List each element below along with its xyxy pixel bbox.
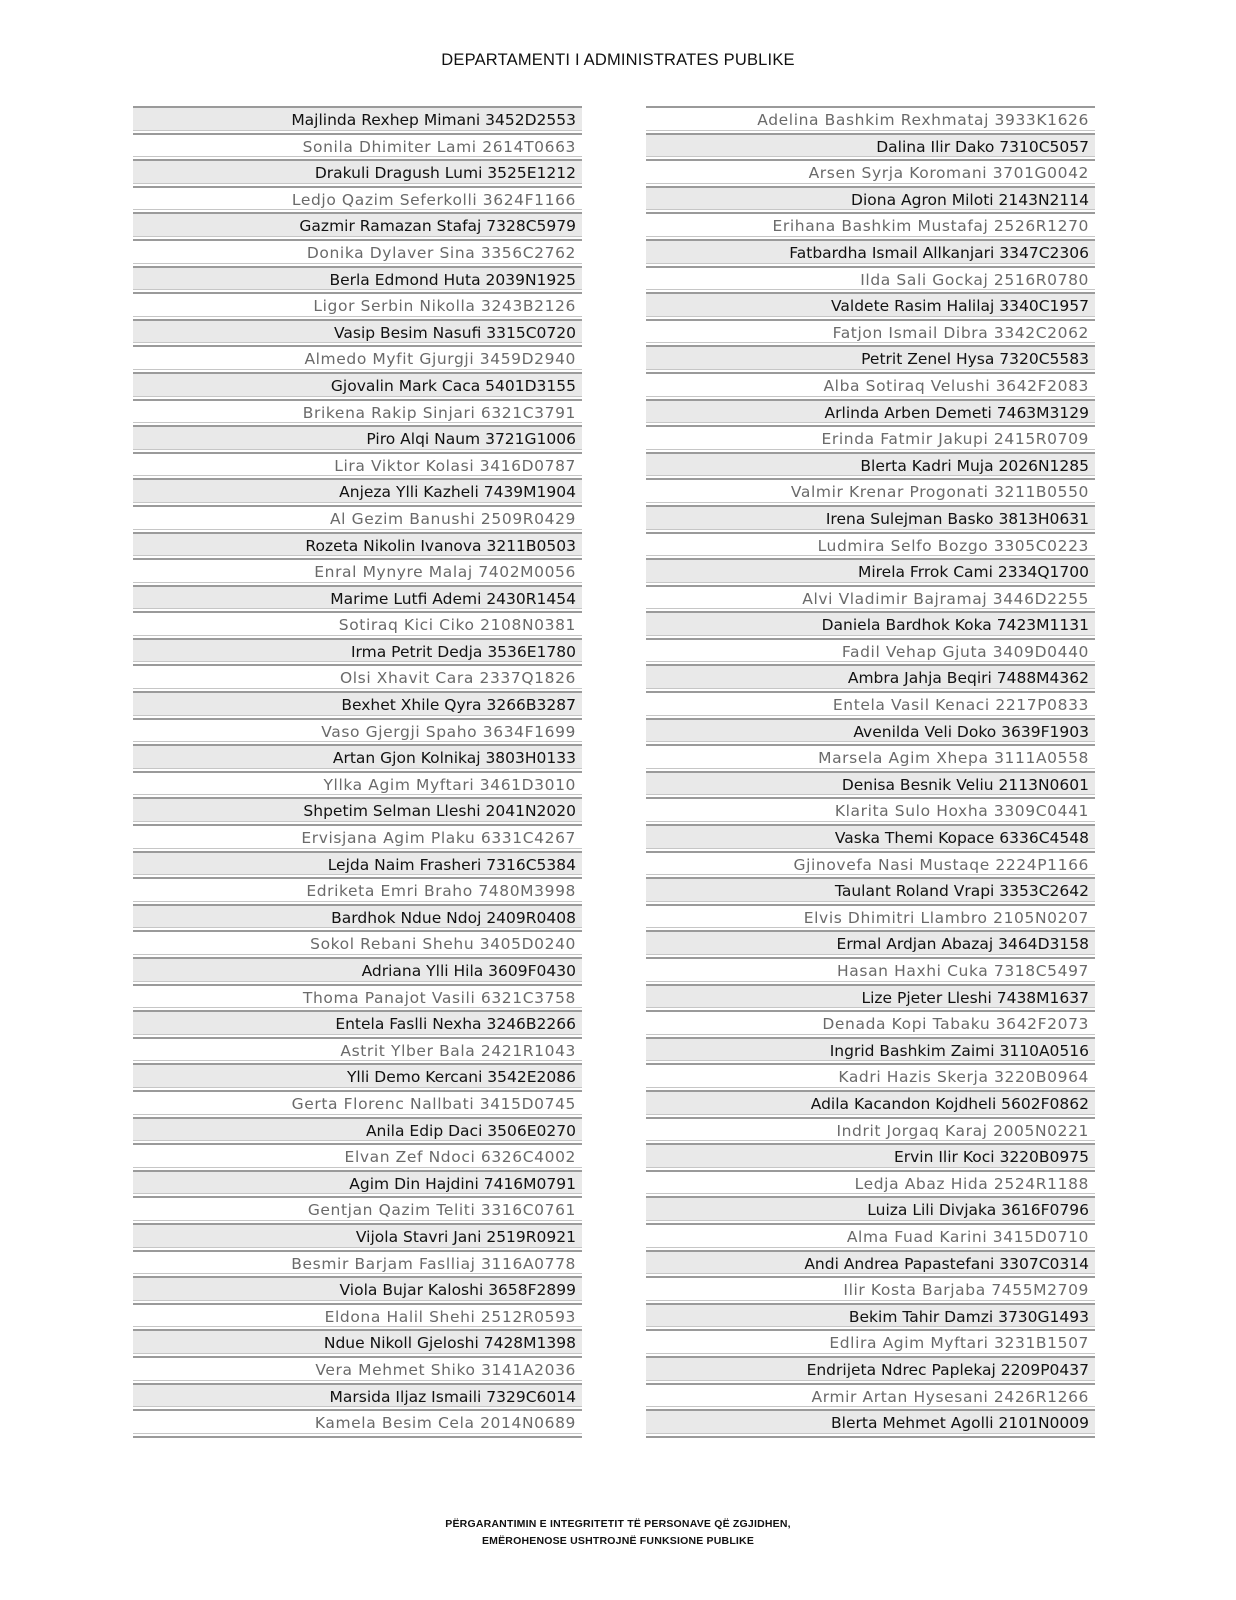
list-item: Entela Faslli Nexha 3246B2266 <box>133 1010 582 1035</box>
list-item: Drakuli Dragush Lumi 3525E1212 <box>133 159 582 184</box>
list-item: Adriana Ylli Hila 3609F0430 <box>133 957 582 982</box>
list-item: Armir Artan Hysesani 2426R1266 <box>646 1383 1095 1408</box>
footer-line-2: EMËROHENOSE USHTROJNË FUNKSIONE PUBLIKE <box>481 1535 755 1547</box>
list-item: Marime Lutfi Ademi 2430R1454 <box>133 585 582 610</box>
list-item: Elvan Zef Ndoci 6326C4002 <box>133 1143 582 1168</box>
list-item: Denada Kopi Tabaku 3642F2073 <box>646 1010 1095 1035</box>
list-item: Thoma Panajot Vasili 6321C3758 <box>133 984 582 1009</box>
list-item: Agim Din Hajdini 7416M0791 <box>133 1170 582 1195</box>
list-item: Bekim Tahir Damzi 3730G1493 <box>646 1303 1095 1328</box>
list-item: Anjeza Ylli Kazheli 7439M1904 <box>133 478 582 503</box>
list-item: Taulant Roland Vrapi 3353C2642 <box>646 877 1095 902</box>
list-item: Ilir Kosta Barjaba 7455M2709 <box>646 1276 1095 1301</box>
list-item: Fadil Vehap Gjuta 3409D0440 <box>646 638 1095 663</box>
list-item: Avenilda Veli Doko 3639F1903 <box>646 718 1095 743</box>
list-item: Fatjon Ismail Dibra 3342C2062 <box>646 319 1095 344</box>
list-item: Majlinda Rexhep Mimani 3452D2553 <box>133 106 582 131</box>
list-item: Vasip Besim Nasufi 3315C0720 <box>133 319 582 344</box>
list-item: Ledjo Qazim Seferkolli 3624F1166 <box>133 186 582 211</box>
list-item: Entela Vasil Kenaci 2217P0833 <box>646 691 1095 716</box>
list-item: Valmir Krenar Progonati 3211B0550 <box>646 478 1095 503</box>
list-item: Ludmira Selfo Bozgo 3305C0223 <box>646 532 1095 557</box>
list-item: Ilda Sali Gockaj 2516R0780 <box>646 266 1095 291</box>
list-item: Berla Edmond Huta 2039N1925 <box>133 266 582 291</box>
list-item: Artan Gjon Kolnikaj 3803H0133 <box>133 744 582 769</box>
list-item: Alma Fuad Karini 3415D0710 <box>646 1223 1095 1248</box>
left-name-column <box>133 106 582 1438</box>
list-item: Indrit Jorgaq Karaj 2005N0221 <box>646 1117 1095 1142</box>
list-item: Adelina Bashkim Rexhmataj 3933K1626 <box>646 106 1095 131</box>
list-item: Luiza Lili Divjaka 3616F0796 <box>646 1196 1095 1221</box>
list-item: Marsela Agim Xhepa 3111A0558 <box>646 744 1095 769</box>
list-item: Elvis Dhimitri Llambro 2105N0207 <box>646 904 1095 929</box>
list-item: Ndue Nikoll Gjeloshi 7428M1398 <box>133 1329 582 1354</box>
list-item: Rozeta Nikolin Ivanova 3211B0503 <box>133 532 582 557</box>
list-item: Sonila Dhimiter Lami 2614T0663 <box>133 133 582 158</box>
list-item: Lejda Naim Frasheri 7316C5384 <box>133 851 582 876</box>
list-item: Olsi Xhavit Cara 2337Q1826 <box>133 664 582 689</box>
list-item: Andi Andrea Papastefani 3307C0314 <box>646 1250 1095 1275</box>
list-item: Gjovalin Mark Caca 5401D3155 <box>133 372 582 397</box>
list-item: Gazmir Ramazan Stafaj 7328C5979 <box>133 212 582 237</box>
list-item: Marsida Iljaz Ismaili 7329C6014 <box>133 1383 582 1408</box>
list-item: Ingrid Bashkim Zaimi 3110A0516 <box>646 1037 1095 1062</box>
list-item: Kadri Hazis Skerja 3220B0964 <box>646 1063 1095 1088</box>
list-item: Shpetim Selman Lleshi 2041N2020 <box>133 797 582 822</box>
list-item: Dalina Ilir Dako 7310C5057 <box>646 133 1095 158</box>
list-item: Gentjan Qazim Teliti 3316C0761 <box>133 1196 582 1221</box>
list-item: Gerta Florenc Nallbati 3415D0745 <box>133 1090 582 1115</box>
list-item: Yllka Agim Myftari 3461D3010 <box>133 771 582 796</box>
page-title: DEPARTAMENTI I ADMINISTRATES PUBLIKE <box>441 51 795 69</box>
list-item: Petrit Zenel Hysa 7320C5583 <box>646 345 1095 370</box>
list-item: Vaska Themi Kopace 6336C4548 <box>646 824 1095 849</box>
list-item: Vaso Gjergji Spaho 3634F1699 <box>133 718 582 743</box>
list-item: Alvi Vladimir Bajramaj 3446D2255 <box>646 585 1095 610</box>
list-item: Erinda Fatmir Jakupi 2415R0709 <box>646 425 1095 450</box>
list-item: Al Gezim Banushi 2509R0429 <box>133 505 582 530</box>
list-item: Anila Edip Daci 3506E0270 <box>133 1117 582 1142</box>
list-item: Ledja Abaz Hida 2524R1188 <box>646 1170 1095 1195</box>
list-item: Edriketa Emri Braho 7480M3998 <box>133 877 582 902</box>
footer <box>0 1516 1236 1550</box>
list-item: Bexhet Xhile Qyra 3266B3287 <box>133 691 582 716</box>
list-item: Enral Mynyre Malaj 7402M0056 <box>133 558 582 583</box>
list-item: Piro Alqi Naum 3721G1006 <box>133 425 582 450</box>
list-item: Bardhok Ndue Ndoj 2409R0408 <box>133 904 582 929</box>
list-item: Ylli Demo Kercani 3542E2086 <box>133 1063 582 1088</box>
list-item: Eldona Halil Shehi 2512R0593 <box>133 1303 582 1328</box>
list-item: Brikena Rakip Sinjari 6321C3791 <box>133 399 582 424</box>
list-item: Daniela Bardhok Koka 7423M1131 <box>646 611 1095 636</box>
list-item: Almedo Myfit Gjurgji 3459D2940 <box>133 345 582 370</box>
list-item: Denisa Besnik Veliu 2113N0601 <box>646 771 1095 796</box>
list-item: Ermal Ardjan Abazaj 3464D3158 <box>646 930 1095 955</box>
list-item: Mirela Frrok Cami 2334Q1700 <box>646 558 1095 583</box>
list-item: Gjinovefa Nasi Mustaqe 2224P1166 <box>646 851 1095 876</box>
list-item: Irma Petrit Dedja 3536E1780 <box>133 638 582 663</box>
list-item: Donika Dylaver Sina 3356C2762 <box>133 239 582 264</box>
list-item: Arsen Syrja Koromani 3701G0042 <box>646 159 1095 184</box>
footer-line-1: PËRGARANTIMIN E INTEGRITETIT TË PERSONAVE QË ZGJIDHEN, <box>445 1518 791 1530</box>
list-item: Ervin Ilir Koci 3220B0975 <box>646 1143 1095 1168</box>
table-bottom-rule <box>646 1436 1095 1438</box>
list-item: Blerta Kadri Muja 2026N1285 <box>646 452 1095 477</box>
list-item: Diona Agron Miloti 2143N2114 <box>646 186 1095 211</box>
list-item: Viola Bujar Kaloshi 3658F2899 <box>133 1276 582 1301</box>
list-item: Astrit Ylber Bala 2421R1043 <box>133 1037 582 1062</box>
list-item: Lira Viktor Kolasi 3416D0787 <box>133 452 582 477</box>
right-name-column <box>646 106 1095 1438</box>
list-item: Irena Sulejman Basko 3813H0631 <box>646 505 1095 530</box>
list-item: Hasan Haxhi Cuka 7318C5497 <box>646 957 1095 982</box>
list-item: Lize Pjeter Lleshi 7438M1637 <box>646 984 1095 1009</box>
list-item: Kamela Besim Cela 2014N0689 <box>133 1409 582 1434</box>
list-item: Blerta Mehmet Agolli 2101N0009 <box>646 1409 1095 1434</box>
list-item: Erihana Bashkim Mustafaj 2526R1270 <box>646 212 1095 237</box>
list-item: Sotiraq Kici Ciko 2108N0381 <box>133 611 582 636</box>
list-item: Ligor Serbin Nikolla 3243B2126 <box>133 292 582 317</box>
list-item: Vijola Stavri Jani 2519R0921 <box>133 1223 582 1248</box>
list-item: Endrijeta Ndrec Paplekaj 2209P0437 <box>646 1356 1095 1381</box>
table-bottom-rule <box>133 1436 582 1438</box>
list-item: Fatbardha Ismail Allkanjari 3347C2306 <box>646 239 1095 264</box>
list-item: Ambra Jahja Beqiri 7488M4362 <box>646 664 1095 689</box>
list-item: Valdete Rasim Halilaj 3340C1957 <box>646 292 1095 317</box>
list-item: Alba Sotiraq Velushi 3642F2083 <box>646 372 1095 397</box>
list-item: Besmir Barjam Faslliaj 3116A0778 <box>133 1250 582 1275</box>
list-item: Adila Kacandon Kojdheli 5602F0862 <box>646 1090 1095 1115</box>
list-item: Sokol Rebani Shehu 3405D0240 <box>133 930 582 955</box>
list-item: Arlinda Arben Demeti 7463M3129 <box>646 399 1095 424</box>
list-item: Ervisjana Agim Plaku 6331C4267 <box>133 824 582 849</box>
list-item: Vera Mehmet Shiko 3141A2036 <box>133 1356 582 1381</box>
list-item: Edlira Agim Myftari 3231B1507 <box>646 1329 1095 1354</box>
list-item: Klarita Sulo Hoxha 3309C0441 <box>646 797 1095 822</box>
